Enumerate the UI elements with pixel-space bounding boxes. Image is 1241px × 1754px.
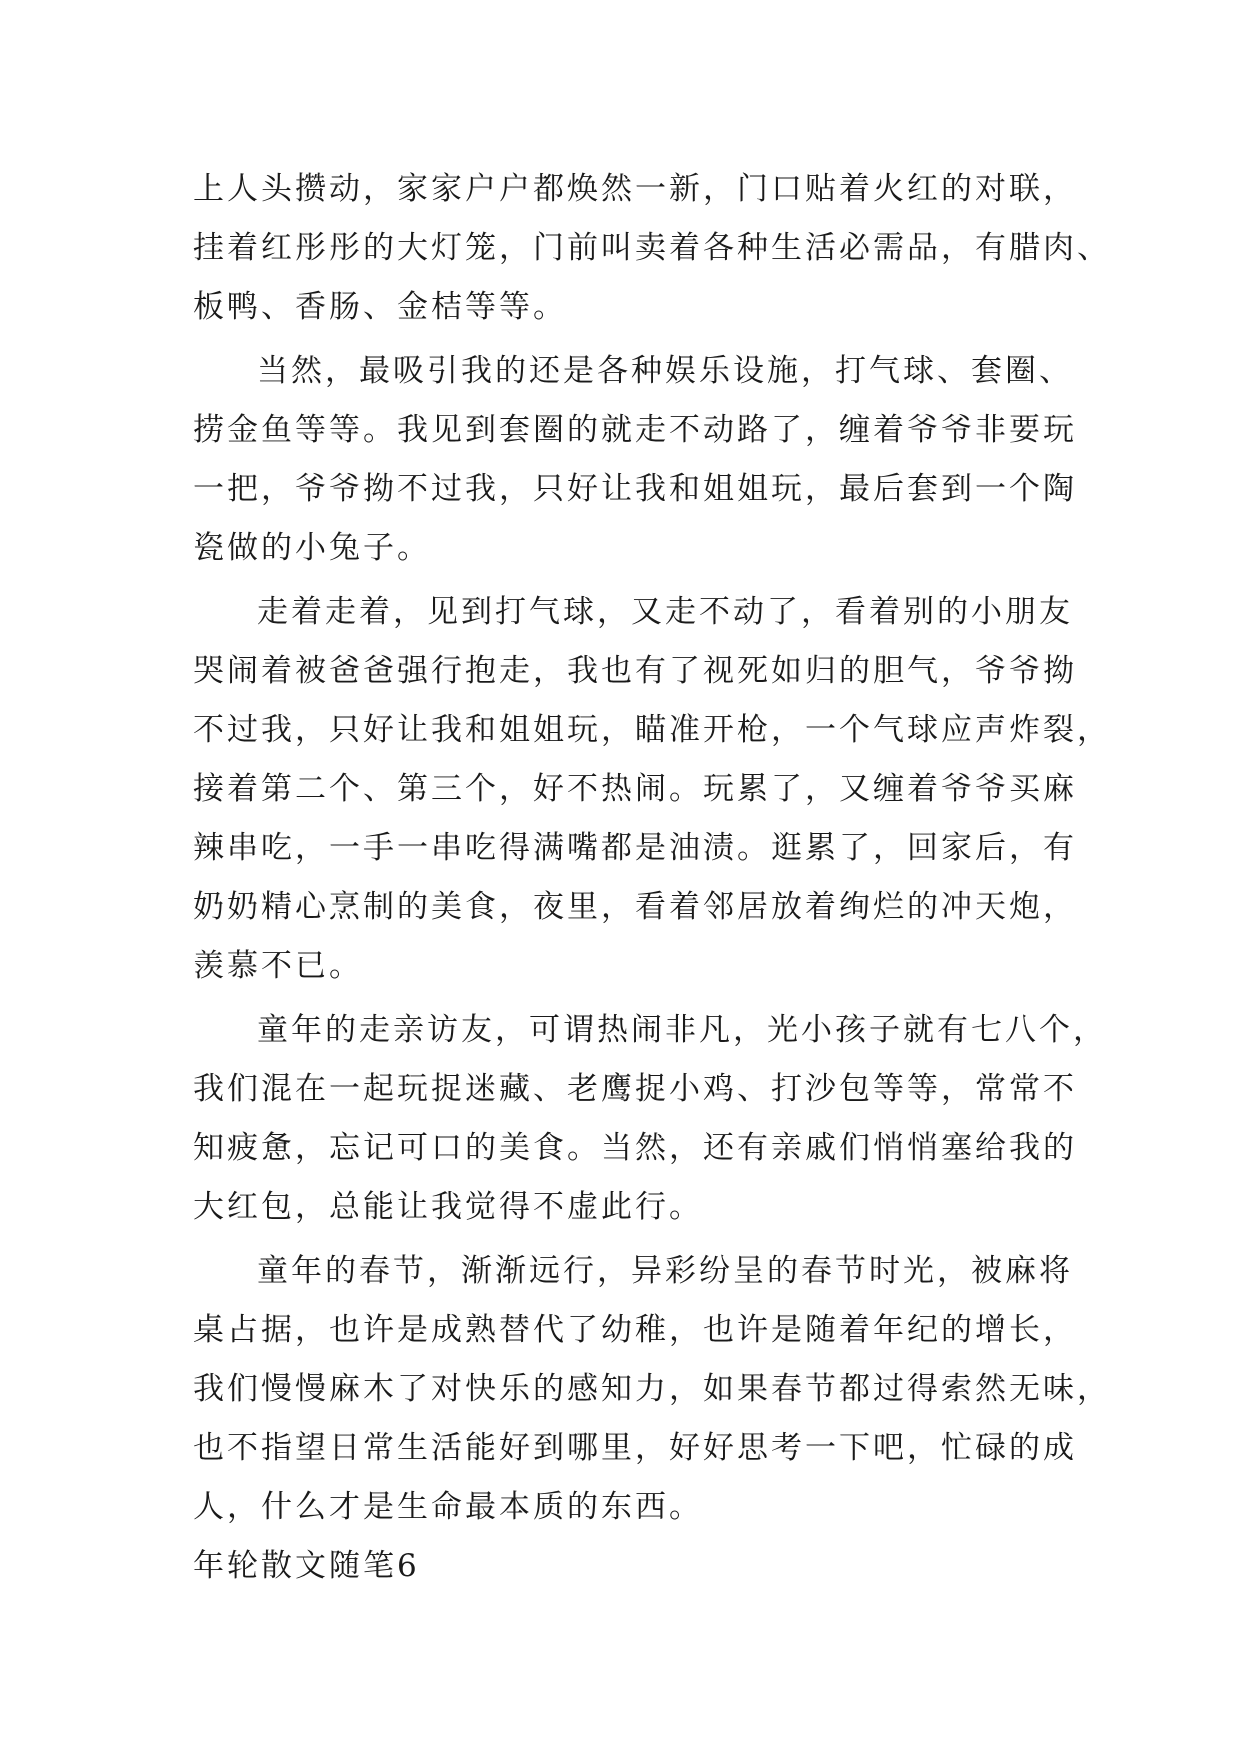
text-line: 人，什么才是生命最本质的东西。 [193, 1489, 703, 1525]
text-line: 一把，爷爷拗不过我，只好让我和姐姐玩，最后套到一个陶 [193, 471, 1077, 507]
text-line: 童年的走亲访友，可谓热闹非凡，光小孩子就有七八个， [257, 1012, 1107, 1048]
text-line: 大红包，总能让我觉得不虚此行。 [193, 1189, 703, 1225]
paragraph-4 [193, 1001, 1107, 1237]
text-line: 奶奶精心烹制的美食，夜里，看着邻居放着绚烂的冲天炮， [193, 889, 1077, 925]
text-line: 我们混在一起玩捉迷藏、老鹰捉小鸡、打沙包等等，常常不 [193, 1071, 1077, 1107]
text-line: 板鸭、香肠、金桔等等。 [193, 289, 567, 325]
text-line: 瓷做的小兔子。 [193, 530, 431, 566]
text-line: 桌占据，也许是成熟替代了幼稚，也许是随着年纪的增长， [193, 1312, 1077, 1348]
text-line: 当然，最吸引我的还是各种娱乐设施，打气球、套圈、 [257, 353, 1073, 389]
document-page [193, 160, 1111, 1596]
section-heading: 年轮散文随笔6 [193, 1548, 420, 1584]
text-line: 我们慢慢麻木了对快乐的感知力，如果春节都过得索然无味， [193, 1371, 1111, 1407]
text-line: 也不指望日常生活能好到哪里，好好思考一下吧，忙碌的成 [193, 1430, 1077, 1466]
text-line: 童年的春节，渐渐远行，异彩纷呈的春节时光，被麻将 [257, 1253, 1073, 1289]
text-line: 捞金鱼等等。我见到套圈的就走不动路了，缠着爷爷非要玩 [193, 412, 1077, 448]
text-line: 辣串吃，一手一串吃得满嘴都是油渍。逛累了，回家后，有 [193, 830, 1077, 866]
paragraph-1 [193, 160, 1111, 337]
paragraph-2 [193, 342, 1077, 578]
text-line: 接着第二个、第三个，好不热闹。玩累了，又缠着爷爷买麻 [193, 771, 1077, 807]
text-line: 羡慕不已。 [193, 948, 363, 984]
text-line: 挂着红彤彤的大灯笼，门前叫卖着各种生活必需品，有腊肉、 [193, 230, 1111, 266]
text-line: 不过我，只好让我和姐姐玩，瞄准开枪，一个气球应声炸裂， [193, 712, 1111, 748]
text-line: 哭闹着被爸爸强行抱走，我也有了视死如归的胆气，爷爷拗 [193, 653, 1077, 689]
paragraph-3 [193, 583, 1111, 996]
paragraph-5 [193, 1242, 1111, 1537]
text-line: 上人头攒动，家家户户都焕然一新，门口贴着火红的对联， [193, 171, 1077, 207]
text-line: 知疲惫，忘记可口的美食。当然，还有亲戚们悄悄塞给我的 [193, 1130, 1077, 1166]
text-line: 走着走着，见到打气球，又走不动了，看着别的小朋友 [257, 594, 1073, 630]
